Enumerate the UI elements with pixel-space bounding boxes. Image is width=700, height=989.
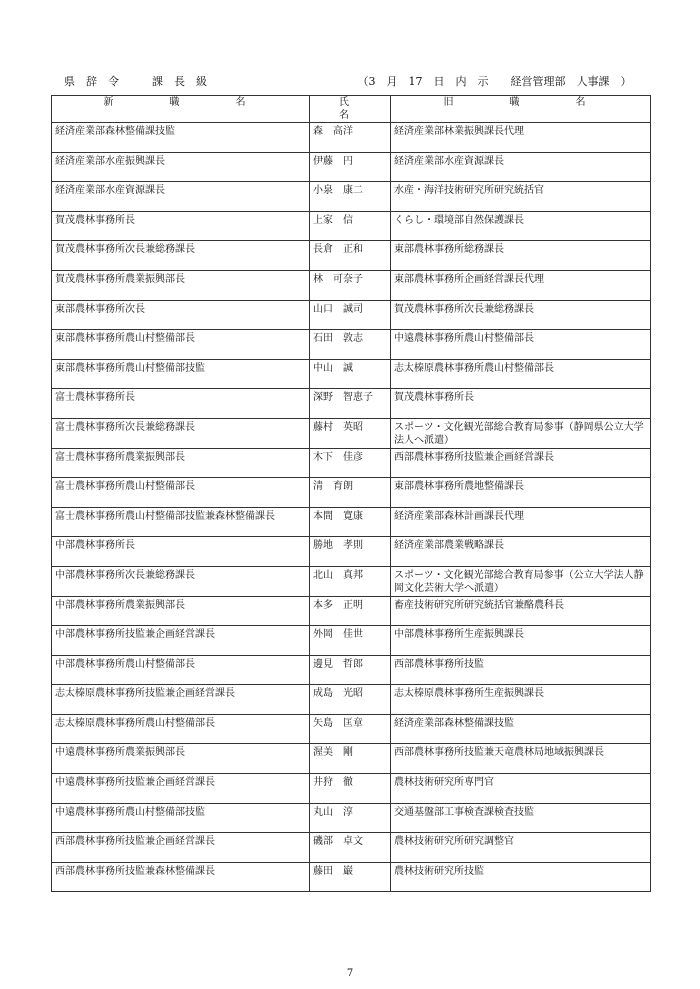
title-sub: （3 月 17 日 内 示 経営管理部 人事課 ） bbox=[357, 75, 632, 88]
table-row bbox=[52, 685, 651, 715]
name-cell: 木下 佳彦 bbox=[310, 448, 391, 478]
new-position-cell: 富士農林事務所農業振興部長 bbox=[52, 448, 310, 478]
name-cell: 勝地 孝則 bbox=[310, 537, 391, 567]
name-cell: 小泉 康二 bbox=[310, 182, 391, 212]
new-position-cell: 志太榛原農林事務所技監兼企画経営課長 bbox=[52, 685, 310, 715]
name-cell: 深野 智恵子 bbox=[310, 389, 391, 419]
name-cell: 本多 正明 bbox=[310, 596, 391, 626]
table-row bbox=[52, 714, 651, 744]
old-position-cell: 経済産業部森林計画課長代理 bbox=[391, 507, 651, 537]
old-position-cell: 賀茂農林事務所次長兼総務課長 bbox=[391, 300, 651, 330]
table-row bbox=[52, 655, 651, 685]
table-row bbox=[52, 862, 651, 892]
table-row bbox=[52, 152, 651, 182]
new-position-cell: 中遠農林事務所農山村整備部技監 bbox=[52, 803, 310, 833]
new-position-cell: 東部農林事務所農山村整備部長 bbox=[52, 330, 310, 360]
old-position-cell: 中部農林事務所生産振興課長 bbox=[391, 626, 651, 656]
column-header-name: 氏 名 bbox=[310, 96, 391, 123]
name-cell: 石田 敦志 bbox=[310, 330, 391, 360]
table-row bbox=[52, 596, 651, 626]
old-position-cell: 中遠農林事務所農山村整備部長 bbox=[391, 330, 651, 360]
table-row bbox=[52, 211, 651, 241]
name-cell: 丸山 淳 bbox=[310, 803, 391, 833]
name-cell: 本間 寛康 bbox=[310, 507, 391, 537]
new-position-cell: 経済産業部水産振興課長 bbox=[52, 152, 310, 182]
table-row bbox=[52, 182, 651, 212]
new-position-cell: 富士農林事務所農山村整備部長 bbox=[52, 478, 310, 508]
new-position-cell: 富士農林事務所次長兼総務課長 bbox=[52, 418, 310, 448]
name-cell: 矢島 匡章 bbox=[310, 714, 391, 744]
new-position-cell: 賀茂農林事務所農業振興部長 bbox=[52, 270, 310, 300]
new-position-cell: 中部農林事務所次長兼総務課長 bbox=[52, 566, 310, 596]
new-position-cell: 西部農林事務所技監兼森林整備課長 bbox=[52, 862, 310, 892]
old-position-cell: 畜産技術研究所研究統括官兼酪農科長 bbox=[391, 596, 651, 626]
table-row bbox=[52, 330, 651, 360]
new-position-cell: 中遠農林事務所技監兼企画経営課長 bbox=[52, 774, 310, 804]
name-cell: 森 高洋 bbox=[310, 123, 391, 153]
column-header-old-position: 旧 職 名 bbox=[391, 96, 651, 123]
old-position-cell: 農林技術研究所専門官 bbox=[391, 774, 651, 804]
old-position-cell: 東部農林事務所企画経営課長代理 bbox=[391, 270, 651, 300]
name-cell: 伊藤 円 bbox=[310, 152, 391, 182]
new-position-cell: 西部農林事務所技監兼企画経営課長 bbox=[52, 833, 310, 863]
table-row bbox=[52, 241, 651, 271]
table-row bbox=[52, 270, 651, 300]
name-cell: 邊見 哲郎 bbox=[310, 655, 391, 685]
old-position-cell: スポーツ・文化観光部総合教育局参事（静岡県公立大学法人へ派遣） bbox=[391, 418, 651, 448]
table-row bbox=[52, 300, 651, 330]
old-position-cell: 志太榛原農林事務所生産振興課長 bbox=[391, 685, 651, 715]
table-row bbox=[52, 833, 651, 863]
old-position-cell: 交通基盤部工事検査課検査技監 bbox=[391, 803, 651, 833]
new-position-cell: 経済産業部森林整備課技監 bbox=[52, 123, 310, 153]
new-position-cell: 東部農林事務所農山村整備部技監 bbox=[52, 359, 310, 389]
old-position-cell: 志太榛原農林事務所農山村整備部長 bbox=[391, 359, 651, 389]
new-position-cell: 富士農林事務所農山村整備部技監兼森林整備課長 bbox=[52, 507, 310, 537]
new-position-cell: 中部農林事務所長 bbox=[52, 537, 310, 567]
table-row bbox=[52, 507, 651, 537]
old-position-cell: 農林技術研究所技監 bbox=[391, 862, 651, 892]
table-row bbox=[52, 389, 651, 419]
new-position-cell: 賀茂農林事務所次長兼総務課長 bbox=[52, 241, 310, 271]
new-position-cell: 志太榛原農林事務所農山村整備部長 bbox=[52, 714, 310, 744]
column-header-new-position: 新 職 名 bbox=[52, 96, 310, 123]
table-row bbox=[52, 566, 651, 596]
new-position-cell: 経済産業部水産資源課長 bbox=[52, 182, 310, 212]
old-position-cell: 西部農林事務所技監兼企画経営課長 bbox=[391, 448, 651, 478]
new-position-cell: 東部農林事務所次長 bbox=[52, 300, 310, 330]
name-cell: 藤村 英昭 bbox=[310, 418, 391, 448]
name-cell: 井狩 徹 bbox=[310, 774, 391, 804]
table-row bbox=[52, 448, 651, 478]
name-cell: 林 可奈子 bbox=[310, 270, 391, 300]
name-cell: 上家 信 bbox=[310, 211, 391, 241]
table-row bbox=[52, 744, 651, 774]
old-position-cell: 東部農林事務所農地整備課長 bbox=[391, 478, 651, 508]
old-position-cell: 水産・海洋技術研究所研究統括官 bbox=[391, 182, 651, 212]
table-row bbox=[52, 418, 651, 448]
old-position-cell: くらし・環境部自然保護課長 bbox=[391, 211, 651, 241]
name-cell: 渥美 剛 bbox=[310, 744, 391, 774]
old-position-cell: 西部農林事務所技監兼天竜農林局地域振興課長 bbox=[391, 744, 651, 774]
new-position-cell: 中遠農林事務所農業振興部長 bbox=[52, 744, 310, 774]
old-position-cell: 西部農林事務所技監 bbox=[391, 655, 651, 685]
old-position-cell: 賀茂農林事務所長 bbox=[391, 389, 651, 419]
table-row bbox=[52, 626, 651, 656]
old-position-cell: スポーツ・文化観光部総合教育局参事（公立大学法人静岡文化芸術大学へ派遣） bbox=[391, 566, 651, 596]
name-cell: 藤田 巌 bbox=[310, 862, 391, 892]
personnel-table bbox=[51, 95, 651, 892]
new-position-cell: 賀茂農林事務所長 bbox=[52, 211, 310, 241]
table-row bbox=[52, 359, 651, 389]
old-position-cell: 経済産業部林業振興課長代理 bbox=[391, 123, 651, 153]
document-title bbox=[64, 73, 654, 89]
new-position-cell: 中部農林事務所農業振興部長 bbox=[52, 596, 310, 626]
name-cell: 長倉 正和 bbox=[310, 241, 391, 271]
table-row bbox=[52, 774, 651, 804]
table-body bbox=[52, 123, 651, 892]
old-position-cell: 東部農林事務所総務課長 bbox=[391, 241, 651, 271]
name-cell: 外岡 佳世 bbox=[310, 626, 391, 656]
new-position-cell: 中部農林事務所技監兼企画経営課長 bbox=[52, 626, 310, 656]
old-position-cell: 農林技術研究所研究調整官 bbox=[391, 833, 651, 863]
old-position-cell: 経済産業部農業戦略課長 bbox=[391, 537, 651, 567]
old-position-cell: 経済産業部森林整備課技監 bbox=[391, 714, 651, 744]
page-number: 7 bbox=[346, 968, 354, 979]
new-position-cell: 富士農林事務所長 bbox=[52, 389, 310, 419]
table-row bbox=[52, 537, 651, 567]
name-cell: 北山 真邦 bbox=[310, 566, 391, 596]
new-position-cell: 中部農林事務所農山村整備部長 bbox=[52, 655, 310, 685]
table-row bbox=[52, 803, 651, 833]
table-header-row bbox=[52, 96, 651, 123]
old-position-cell: 経済産業部水産資源課長 bbox=[391, 152, 651, 182]
name-cell: 磯部 卓文 bbox=[310, 833, 391, 863]
name-cell: 中山 誠 bbox=[310, 359, 391, 389]
name-cell: 清 育朗 bbox=[310, 478, 391, 508]
title-main: 県 辞 令 課 長 級 bbox=[64, 75, 207, 88]
name-cell: 山口 誠司 bbox=[310, 300, 391, 330]
name-cell: 成島 光昭 bbox=[310, 685, 391, 715]
table-row bbox=[52, 478, 651, 508]
table-row bbox=[52, 123, 651, 153]
